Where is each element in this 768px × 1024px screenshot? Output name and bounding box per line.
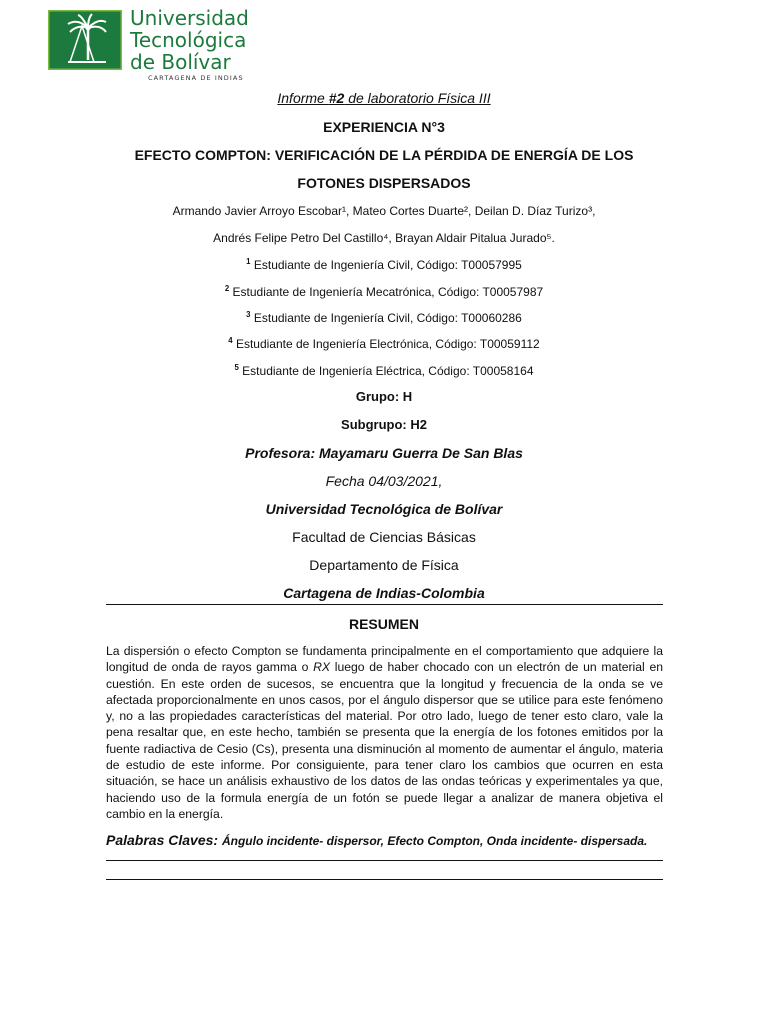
report-title-pre: Informe <box>277 90 329 106</box>
subgroup: Subgrupo: H2 <box>341 417 427 432</box>
affiliation-text: Estudiante de Ingeniería Civil, Código: T00057995 <box>250 258 522 272</box>
affiliation-text: Estudiante de Ingeniería Electrónica, Código: T00059112 <box>232 337 540 351</box>
affiliation-text: Estudiante de Ingeniería Eléctrica, Código: T00058164 <box>238 364 534 378</box>
summary-heading: RESUMEN <box>348 616 419 632</box>
authors-line-1: Armando Javier Arroyo Escobar¹, Mateo Cortes Duarte², Deilan D. Díaz Turizo³, <box>172 204 596 218</box>
group: Grupo: H <box>355 389 413 404</box>
keywords <box>106 832 676 850</box>
divider-bottom <box>106 879 663 880</box>
logo-wordmark <box>130 7 260 73</box>
logo-line-1: Universidad <box>130 6 249 30</box>
affiliation-number: 1 <box>246 257 251 266</box>
department: Departamento de Física <box>309 557 459 573</box>
logo-line-2: Tecnológica <box>130 28 247 52</box>
summary-text <box>106 643 663 822</box>
affiliation-number: 5 <box>234 363 239 372</box>
palm-tree-icon <box>48 10 122 70</box>
affiliation-text: Estudiante de Ingeniería Civil, Código: T00060286 <box>250 311 522 325</box>
university-name: Universidad Tecnológica de Bolívar <box>265 501 503 517</box>
faculty: Facultad de Ciencias Básicas <box>292 529 476 545</box>
authors-line-2: Andrés Felipe Petro Del Castillo⁴, Brayan Aldair Pitalua Jurado⁵. <box>213 231 555 245</box>
date: Fecha 04/03/2021, <box>325 473 443 489</box>
divider-top <box>106 604 663 605</box>
location: Cartagena de Indias-Colombia <box>283 585 485 601</box>
affiliation-number: 4 <box>228 336 233 345</box>
logo-city: CARTAGENA DE INDIAS <box>148 74 244 82</box>
summary-text-part-1: La dispersión o efecto Compton se fundamenta principalmente en el comportamiento que adquiere la longitud de onda de rayos gamma o <box>106 644 663 675</box>
title-line-1: EFECTO COMPTON: VERIFICACIÓN DE LA PÉRDIDA DE ENERGÍA DE LOS <box>134 147 634 163</box>
professor: Profesora: Mayamaru Guerra De San Blas <box>245 445 523 461</box>
affiliation-1 <box>0 257 768 272</box>
logo-line-3: de Bolívar <box>130 50 231 74</box>
affiliation-text: Estudiante de Ingeniería Mecatrónica, Código: T00057987 <box>229 285 544 299</box>
title-line-2: FOTONES DISPERSADOS <box>297 175 471 191</box>
keywords-text: Ángulo incidente- dispersor, Efecto Compton, Onda incidente- dispersada. <box>221 834 648 848</box>
affiliation-number: 2 <box>224 284 230 293</box>
affiliation-number: 3 <box>246 310 251 319</box>
summary-rx: RX <box>313 660 331 675</box>
divider-keywords <box>106 860 663 861</box>
affiliation-4 <box>0 336 768 351</box>
affiliation-2 <box>0 284 768 299</box>
report-number: #2 <box>328 90 345 106</box>
affiliation-5 <box>0 363 768 378</box>
keywords-label: Palabras Claves: <box>106 832 222 848</box>
university-logo <box>48 6 249 84</box>
summary-text-part-2: luego de haber chocado con un electrón de un material en cuestión. En este orden de sucesos, se encuentra que la longitud y frecuencia de la onda se ve afectada proporcionalmente en unos casos, por el ángulo dispersor que se utilice para este fenómeno y, no a las propiedades características del material. Por otro lado, luego de tener esto claro, vale la pena resaltar que, en este hecho, también se presenta que la energía de los fotones emitidos por la fuente radiactiva de Cesio (Cs), presenta una disminución al momento de aumentar el ángulo, materia de estudio de este informe. Por consiguiente, para tener claro los cambios que ocurren en esta situación, se hace un análisis exhaustivo de los datos de las ondas teóricas y experimentales ya que, haciendo uso de la formula energía de un fotón se puede llegar a analizar de manera objetiva el cambio en la energía. <box>106 660 664 821</box>
report-title-post: de laboratorio Física III <box>344 90 491 106</box>
affiliation-3 <box>0 310 768 325</box>
report-title <box>0 90 768 106</box>
experience-heading: EXPERIENCIA N°3 <box>323 119 445 135</box>
